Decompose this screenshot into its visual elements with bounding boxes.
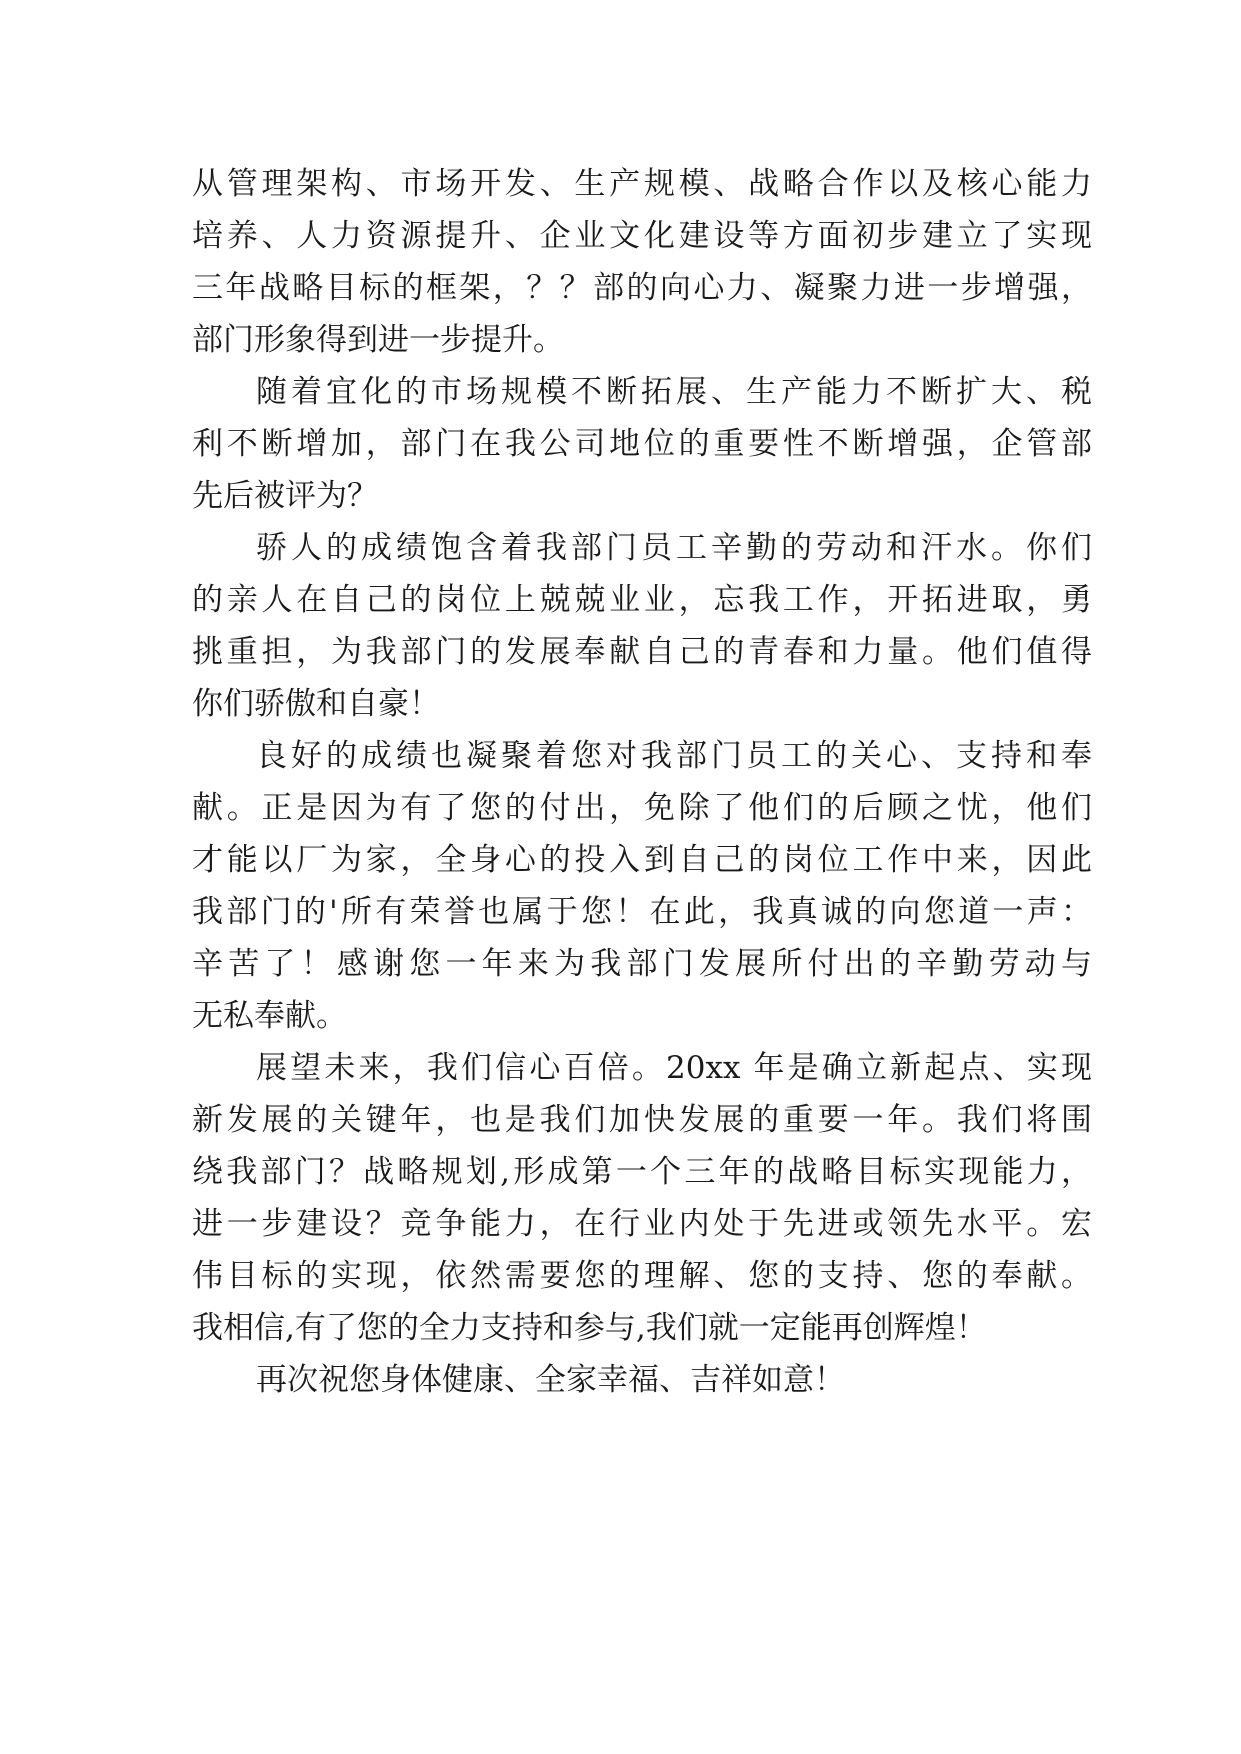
- text-line: 你们骄傲和自豪！: [192, 686, 440, 722]
- text-line: 骄人的成绩饱含着我部门员工辛勤的劳动和汗水。你们: [256, 530, 1092, 566]
- text-line: 利不断增加，部门在我公司地位的重要性不断增强，企管部: [192, 426, 1092, 462]
- text-line: 进一步建设？竞争能力，在行业内处于先进或领先水平。宏: [192, 1206, 1092, 1242]
- text-line: 我相信,有了您的全力支持和参与,我们就一定能再创辉煌！: [192, 1310, 987, 1346]
- paragraph: [192, 522, 1092, 730]
- paragraph: [192, 158, 1092, 366]
- paragraph: [192, 730, 1092, 1042]
- text-line: 先后被评为？: [192, 478, 378, 514]
- text-line: 随着宜化的市场规模不断拓展、生产能力不断扩大、税: [256, 374, 1092, 410]
- text-line: 部门形象得到进一步提升。: [192, 322, 564, 358]
- paragraph: [192, 1354, 1092, 1406]
- text-line: 无私奉献。: [192, 998, 347, 1034]
- text-line: 献。正是因为有了您的付出，免除了他们的后顾之忧，他们: [192, 790, 1092, 826]
- text-line: 辛苦了！感谢您一年来为我部门发展所付出的辛勤劳动与: [192, 946, 1092, 982]
- text-line: 培养、人力资源提升、企业文化建设等方面初步建立了实现: [192, 218, 1092, 254]
- text-line: 从管理架构、市场开发、生产规模、战略合作以及核心能力: [192, 166, 1092, 202]
- text-line: 新发展的关键年，也是我们加快发展的重要一年。我们将围: [192, 1102, 1092, 1138]
- paragraph: [192, 1042, 1092, 1354]
- text-line: 我部门的'所有荣誉也属于您！在此，我真诚的向您道一声：: [192, 894, 1092, 930]
- text-line: 的亲人在自己的岗位上兢兢业业，忘我工作，开拓进取，勇: [192, 582, 1092, 618]
- text-line: 三年战略目标的框架，？？部的向心力、凝聚力进一步增强，: [192, 270, 1092, 306]
- document-body: [192, 158, 1092, 1406]
- text-line: 挑重担，为我部门的发展奉献自己的青春和力量。他们值得: [192, 634, 1092, 670]
- text-line: 再次祝您身体健康、全家幸福、吉祥如意！: [256, 1362, 845, 1398]
- text-line: 伟目标的实现，依然需要您的理解、您的支持、您的奉献。: [192, 1258, 1092, 1294]
- paragraph: [192, 366, 1092, 522]
- text-line: 展望未来，我们信心百倍。20xx 年是确立新起点、实现: [256, 1050, 1092, 1086]
- text-line: 良好的成绩也凝聚着您对我部门员工的关心、支持和奉: [256, 738, 1092, 774]
- text-line: 绕我部门？战略规划,形成第一个三年的战略目标实现能力，: [192, 1154, 1092, 1190]
- text-line: 才能以厂为家，全身心的投入到自己的岗位工作中来，因此: [192, 842, 1092, 878]
